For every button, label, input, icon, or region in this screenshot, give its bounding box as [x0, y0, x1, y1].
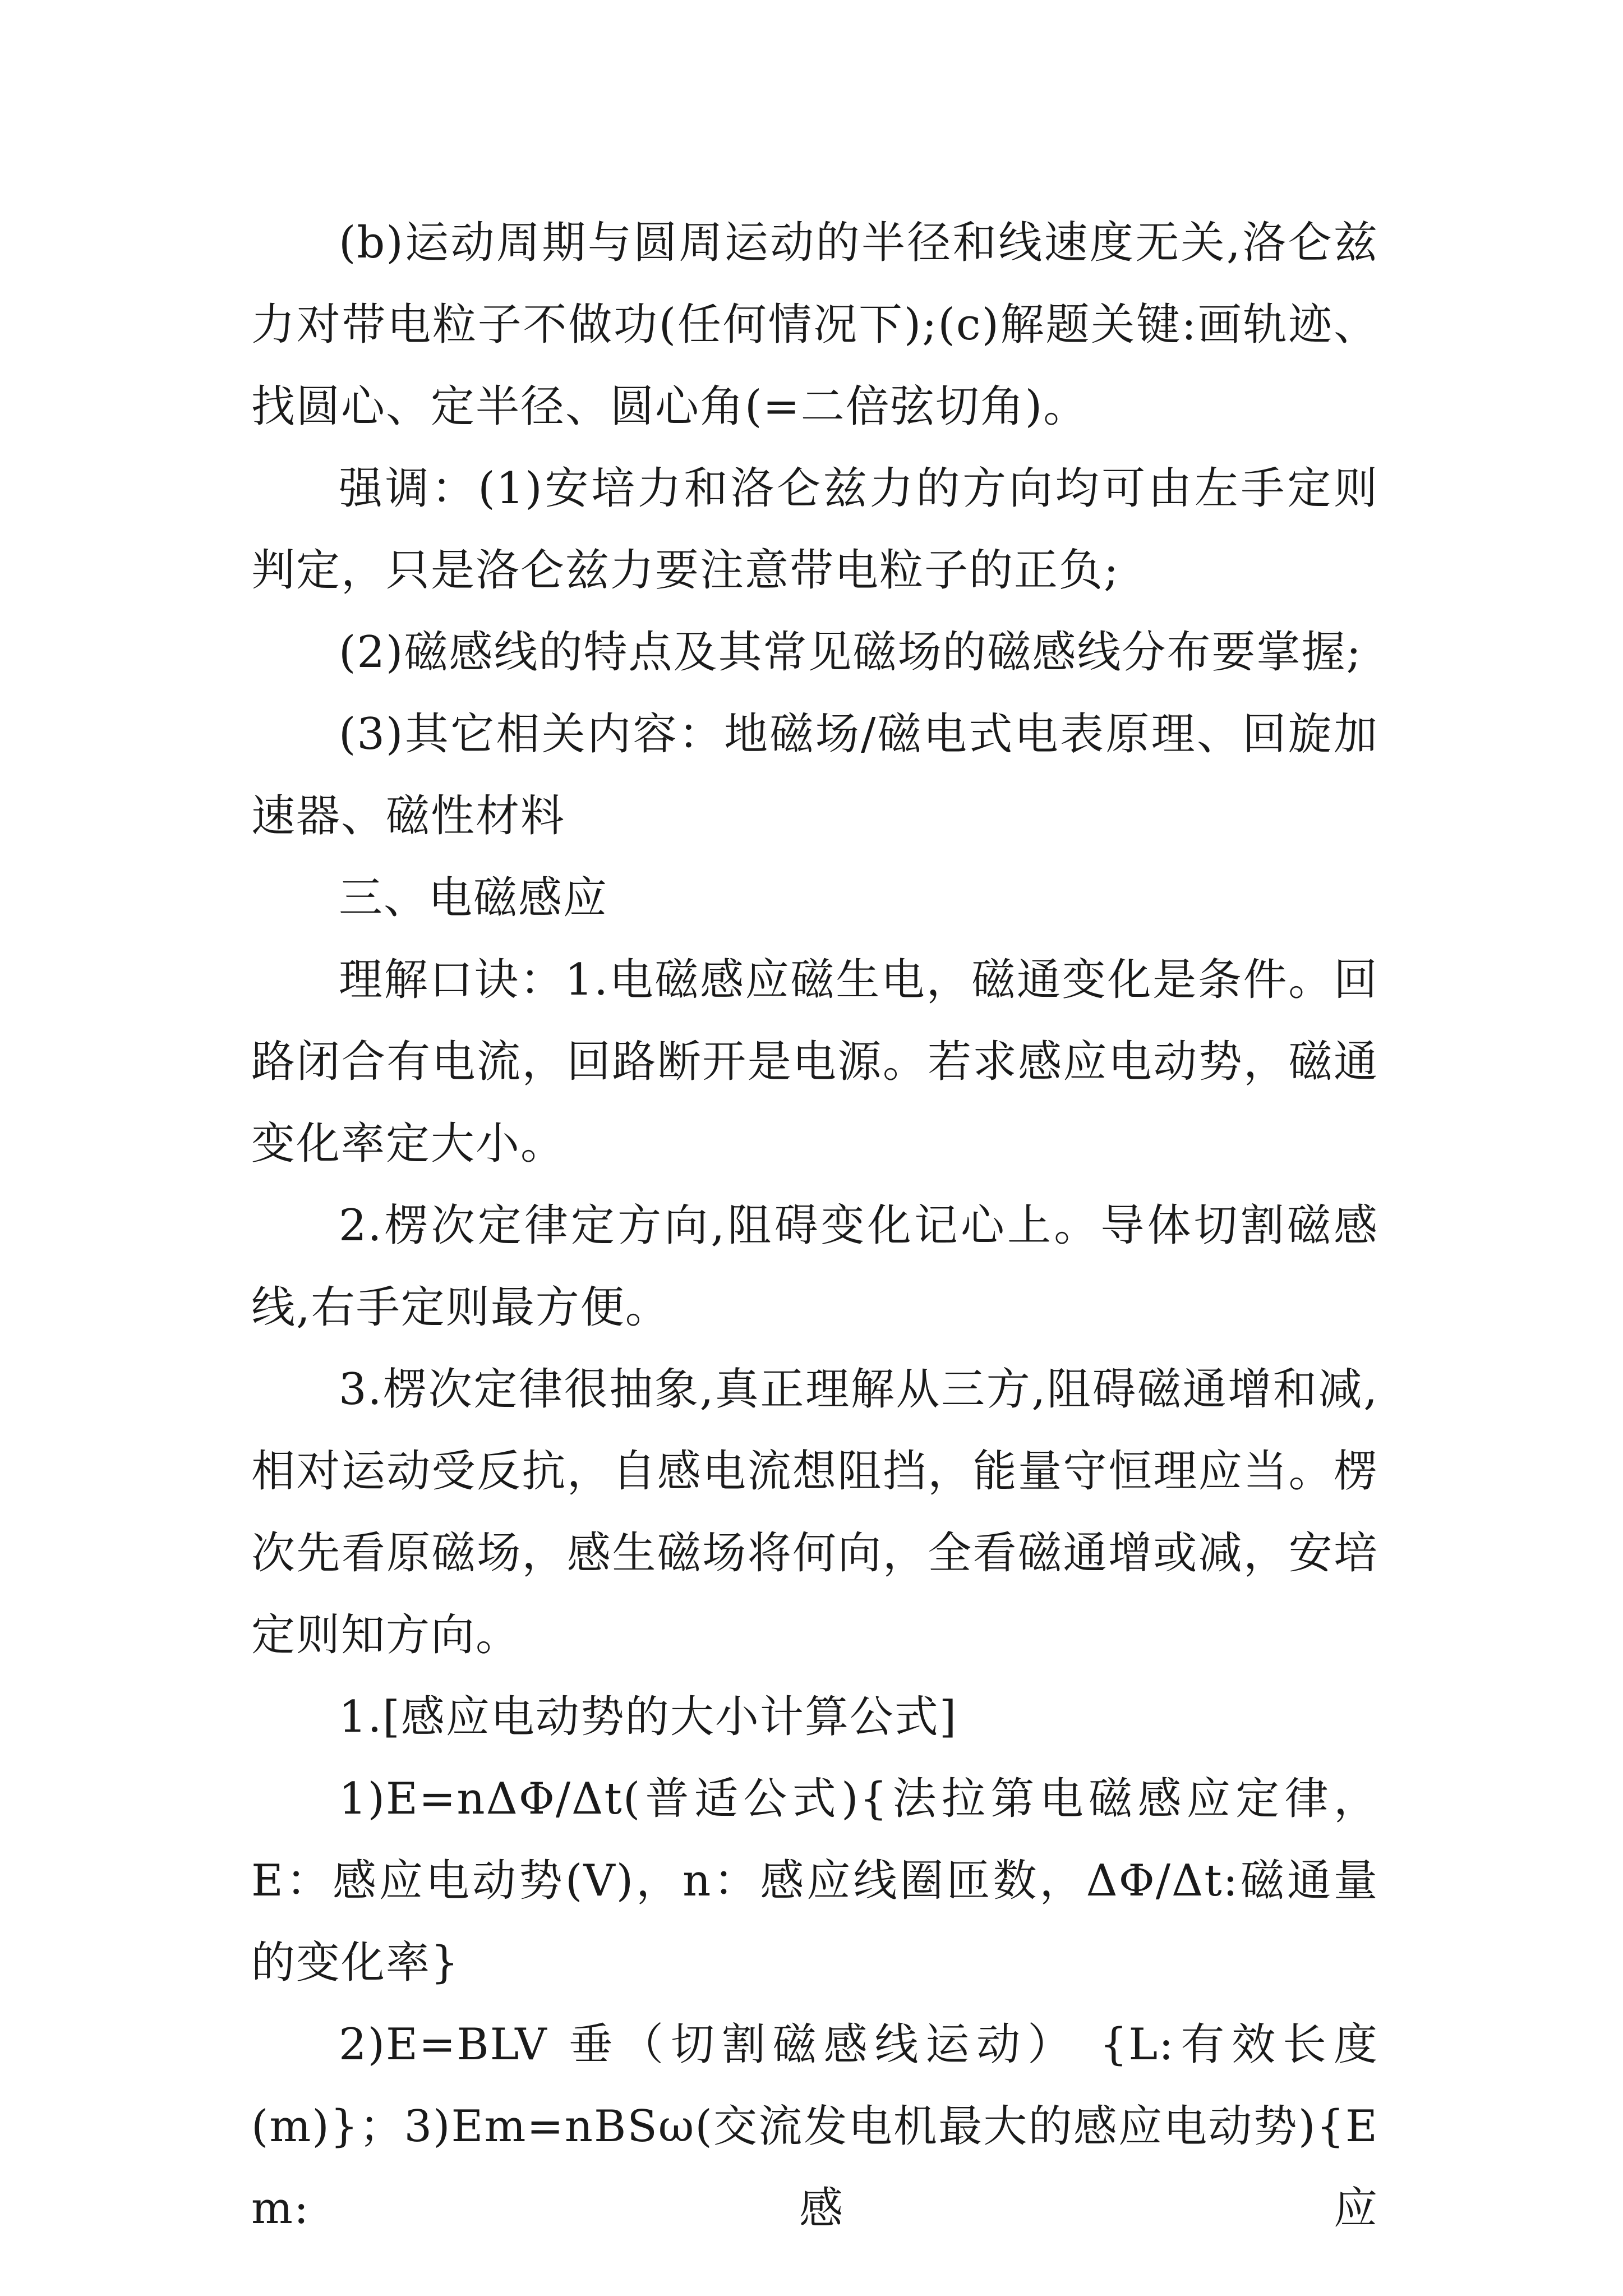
paragraph-magnetic-field-lines: (2)磁感线的特点及其常见磁场的磁感线分布要掌握;: [339, 627, 1362, 678]
paragraph-emphasis-left-hand-rule: 强调：(1)安培力和洛仑兹力的方向均可由左手定则判定，只是洛仑兹力要注意带电粒子的正负;: [251, 463, 1378, 596]
subheading-emf-formulas: 1.[感应电动势的大小计算公式]: [339, 1692, 958, 1742]
section-heading-electromagnetic-induction: 三、电磁感应: [339, 873, 608, 923]
paragraph-mnemonic-2: 2.楞次定律定方向,阻碍变化记心上。导体切割磁感线,右手定则最方便。: [251, 1200, 1378, 1333]
paragraph-motional-emf: 2)E=BLV 垂（切割磁感线运动） {L:有效长度(m)}；3)Em=nBSω(交流发电机最大的感应电动势){Em:感应: [251, 2019, 1378, 2234]
paragraph-faraday-law: 1)E=nΔΦ/Δt(普适公式){法拉第电磁感应定律，E：感应电动势(V)，n：感应线圈匝数，ΔΦ/Δt:磁通量的变化率}: [251, 1774, 1378, 1988]
paragraph-lorentz-force-period: (b)运动周期与圆周运动的半径和线速度无关,洛仑兹力对带电粒子不做功(任何情况下);(c)解题关键:画轨迹、找圆心、定半径、圆心角(=二倍弦切角)。: [251, 218, 1378, 432]
paragraph-mnemonic-3: 3.楞次定律很抽象,真正理解从三方,阻碍磁通增和减,相对运动受反抗，自感电流想阻挡，能量守恒理应当。楞次先看原磁场，感生磁场将何向，全看磁通增或减，安培定则知方向。: [251, 1364, 1378, 1660]
paragraph-related-content: (3)其它相关内容：地磁场/磁电式电表原理、回旋加速器、磁性材料: [251, 709, 1378, 841]
document-body: [251, 202, 1378, 2249]
paragraph-mnemonic-1: 理解口诀：1.电磁感应磁生电，磁通变化是条件。回路闭合有电流，回路断开是电源。若求感应电动势，磁通变化率定大小。: [251, 955, 1378, 1169]
